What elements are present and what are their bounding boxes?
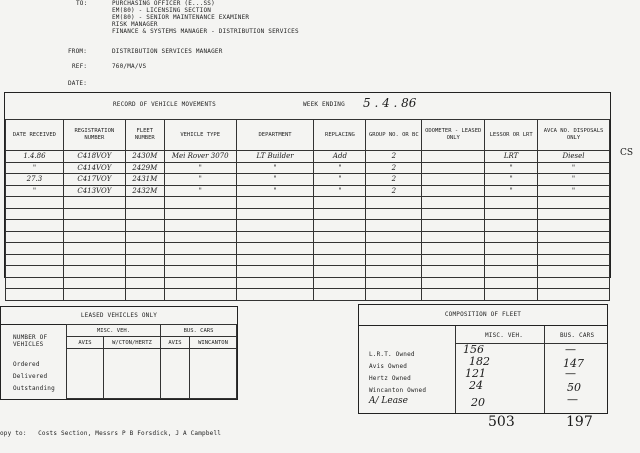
bus-value: 50 <box>567 381 581 394</box>
table-cell <box>422 277 485 289</box>
table-cell <box>63 266 125 278</box>
table-cell <box>538 277 610 289</box>
table-cell <box>366 254 422 266</box>
table-cell <box>63 231 125 243</box>
empty-rows <box>6 197 610 301</box>
table-row <box>6 220 610 232</box>
table-cell <box>366 208 422 220</box>
table-cell: LT Builder <box>236 151 314 163</box>
table-cell <box>164 231 236 243</box>
table-cell <box>422 243 485 255</box>
bus-cars-header: BUS. CARS <box>161 325 237 337</box>
ref-label: REF: <box>72 63 88 70</box>
table-cell <box>538 197 610 209</box>
table-cell <box>125 289 164 301</box>
col-department: DEPARTMENT <box>236 120 314 151</box>
table-cell: " <box>236 162 314 174</box>
table-cell <box>236 289 314 301</box>
to-label: TO: <box>76 0 88 7</box>
row-outstanding: Outstanding <box>13 385 55 392</box>
divider <box>544 326 545 413</box>
table-cell <box>6 289 64 301</box>
table-cell: 2432M <box>125 185 164 197</box>
misc-value: 156 <box>463 343 484 356</box>
table-cell <box>6 220 64 232</box>
table-cell <box>366 243 422 255</box>
recipient-line: RISK MANAGER <box>112 21 158 28</box>
table-cell <box>422 231 485 243</box>
divider <box>455 326 456 413</box>
table-cell <box>63 208 125 220</box>
table-cell <box>63 243 125 255</box>
table-cell <box>125 208 164 220</box>
leased-vehicles-box <box>0 306 238 400</box>
table-cell: " <box>485 185 538 197</box>
table-cell <box>485 231 538 243</box>
misc-veh-header: MISC. VEH. <box>67 325 161 337</box>
table-cell <box>236 208 314 220</box>
col-bus-cars: BUS. CARS <box>560 332 595 339</box>
table-cell: 2429M <box>125 162 164 174</box>
table-cell <box>366 231 422 243</box>
table-cell <box>314 208 366 220</box>
table-cell <box>164 243 236 255</box>
table-cell: C414VOY <box>63 162 125 174</box>
table-cell <box>422 174 485 186</box>
table-cell: " <box>314 185 366 197</box>
table-cell <box>538 266 610 278</box>
table-cell <box>236 197 314 209</box>
table-cell <box>164 208 236 220</box>
leased-grid <box>66 324 237 399</box>
table-cell: " <box>538 162 610 174</box>
table-cell <box>125 220 164 232</box>
table-row <box>6 185 610 197</box>
table-row <box>6 162 610 174</box>
table-cell <box>485 254 538 266</box>
vehicle-movements-table <box>4 92 611 278</box>
misc-value: 20 <box>471 396 485 409</box>
table-cell <box>314 220 366 232</box>
table-cell <box>422 220 485 232</box>
table-cell <box>538 254 610 266</box>
table-cell <box>314 231 366 243</box>
table-cell <box>63 289 125 301</box>
table-cell <box>422 151 485 163</box>
table-cell <box>63 197 125 209</box>
table-row <box>6 243 610 255</box>
table-cell: " <box>164 162 236 174</box>
table-cell <box>6 243 64 255</box>
table-cell: " <box>6 185 64 197</box>
table-cell <box>104 349 161 399</box>
sub-col-wincanton: WINCANTON <box>190 337 237 349</box>
table-cell: 2 <box>366 174 422 186</box>
table-cell: LRT <box>485 151 538 163</box>
table-cell <box>125 197 164 209</box>
col-lessor: LESSOR OR LRT <box>485 120 538 151</box>
table-cell <box>538 243 610 255</box>
table-cell <box>422 185 485 197</box>
sub-col-avis: AVIS <box>67 337 104 349</box>
table-cell: 27.3 <box>6 174 64 186</box>
recipient-line: PURCHASING OFFICER (E...SS) <box>112 0 215 7</box>
total-bus-cars: 197 <box>566 414 593 430</box>
table-row <box>6 289 610 301</box>
table-cell: C413VOY <box>63 185 125 197</box>
table-cell <box>538 208 610 220</box>
table-cell <box>366 289 422 301</box>
table-cell: " <box>164 185 236 197</box>
table-cell <box>6 197 64 209</box>
table-cell <box>314 277 366 289</box>
table-cell: " <box>485 174 538 186</box>
table-cell <box>538 289 610 301</box>
composition-title: COMPOSITION OF FLEET <box>359 305 607 326</box>
table-cell <box>6 254 64 266</box>
total-misc-veh: 503 <box>488 414 515 430</box>
table-cell <box>366 266 422 278</box>
bus-value: — <box>565 343 576 356</box>
table-row <box>6 174 610 186</box>
table-row <box>6 277 610 289</box>
table-cell: 2 <box>366 162 422 174</box>
table-cell: " <box>538 185 610 197</box>
col-misc-veh: MISC. VEH. <box>485 332 524 339</box>
table-cell: " <box>485 162 538 174</box>
table-cell <box>63 277 125 289</box>
table-row <box>6 197 610 209</box>
table-cell <box>190 349 237 399</box>
sub-col-wcton-hertz: W/CTON/HERTZ <box>104 337 161 349</box>
table-cell <box>366 197 422 209</box>
table-cell <box>485 289 538 301</box>
col-registration-number: REGISTRATION NUMBER <box>63 120 125 151</box>
table-cell <box>366 220 422 232</box>
table-row <box>6 208 610 220</box>
week-ending-label: WEEK ENDING <box>303 101 345 108</box>
table-cell <box>422 254 485 266</box>
table-cell <box>164 254 236 266</box>
table-cell: 2430M <box>125 151 164 163</box>
bus-value: — <box>567 393 578 406</box>
misc-value: 121 <box>465 367 486 380</box>
table-cell <box>314 266 366 278</box>
margin-note: CS <box>620 148 634 158</box>
ref-value: 760/MA/VS <box>112 63 147 70</box>
table-cell: C418VOY <box>63 151 125 163</box>
column-header-row <box>6 120 610 151</box>
bus-value: 147 <box>563 357 584 370</box>
table-row <box>6 231 610 243</box>
table-cell <box>236 266 314 278</box>
table-cell <box>63 220 125 232</box>
table-cell <box>164 220 236 232</box>
col-date-received: DATE RECEIVED <box>6 120 64 151</box>
table-cell: " <box>314 162 366 174</box>
table-cell: Add <box>314 151 366 163</box>
table-cell <box>6 208 64 220</box>
table-cell: C417VOY <box>63 174 125 186</box>
from-label: FROM: <box>68 48 88 55</box>
table-cell <box>125 254 164 266</box>
table-cell: " <box>236 174 314 186</box>
table-cell <box>236 277 314 289</box>
table-cell <box>314 289 366 301</box>
col-fleet-number: FLEET NUMBER <box>125 120 164 151</box>
table-cell <box>314 243 366 255</box>
table-cell <box>164 289 236 301</box>
table-cell <box>236 243 314 255</box>
table-cell: " <box>6 162 64 174</box>
table-row <box>6 266 610 278</box>
table-cell: Mei Rover 3070 <box>164 151 236 163</box>
bus-value: — <box>565 367 576 380</box>
number-of-vehicles-label: NUMBER OF VEHICLES <box>13 334 48 348</box>
recipient-line: EM(80) - LICENSING SECTION <box>112 7 212 14</box>
col-vehicle-type: VEHICLE TYPE <box>164 120 236 151</box>
table-cell <box>236 220 314 232</box>
table-cell <box>538 220 610 232</box>
table-cell <box>422 266 485 278</box>
table-cell <box>485 243 538 255</box>
table-cell: " <box>538 174 610 186</box>
row-label: Wincanton Owned <box>369 387 427 394</box>
from-value: DISTRIBUTION SERVICES MANAGER <box>112 48 223 55</box>
table-cell <box>314 254 366 266</box>
table-row <box>6 254 610 266</box>
table-cell <box>161 349 190 399</box>
composition-box <box>358 304 608 414</box>
record-title: RECORD OF VEHICLE MOVEMENTS <box>113 101 216 108</box>
table-cell <box>236 231 314 243</box>
table-cell: 2 <box>366 151 422 163</box>
table-cell <box>366 277 422 289</box>
col-odometer: ODOMETER - LEASED ONLY <box>422 120 485 151</box>
table-cell <box>422 289 485 301</box>
row-label: Avis Owned <box>369 363 408 370</box>
row-ordered: Ordered <box>13 361 40 368</box>
row-delivered: Delivered <box>13 373 48 380</box>
table-cell <box>6 266 64 278</box>
table-cell: " <box>164 174 236 186</box>
copy-to-line: opy to: Costs Section, Messrs P B Forsdick, J A Campbell <box>0 430 222 437</box>
table-cell <box>485 197 538 209</box>
table-cell <box>125 231 164 243</box>
table-cell <box>125 277 164 289</box>
table-cell <box>538 231 610 243</box>
col-replacing: REPLACING <box>314 120 366 151</box>
table-cell: Diesel <box>538 151 610 163</box>
table-cell <box>164 266 236 278</box>
table-cell <box>125 266 164 278</box>
table-row <box>6 151 610 163</box>
date-label: DATE: <box>68 80 88 87</box>
table-cell <box>314 197 366 209</box>
table-cell <box>485 266 538 278</box>
table-cell <box>63 254 125 266</box>
col-avca-no: AVCA NO. DISPOSALS ONLY <box>538 120 610 151</box>
table-cell <box>485 220 538 232</box>
table-cell <box>422 208 485 220</box>
table-cell <box>485 277 538 289</box>
table-cell <box>164 277 236 289</box>
week-ending-value: 5 . 4 . 86 <box>363 96 417 110</box>
table-cell: 1.4.86 <box>6 151 64 163</box>
table-cell <box>164 197 236 209</box>
table-cell <box>422 197 485 209</box>
row-label: L.R.T. Owned <box>369 351 415 358</box>
row-label: Hertz Owned <box>369 375 411 382</box>
table-cell: 2 <box>366 185 422 197</box>
table-cell <box>125 243 164 255</box>
to-recipients <box>112 0 299 35</box>
table-cell <box>6 277 64 289</box>
col-group-no: GROUP NO. OR BC <box>366 120 422 151</box>
table-cell: " <box>236 185 314 197</box>
table-cell <box>422 162 485 174</box>
table-cell: 2431M <box>125 174 164 186</box>
misc-value: 182 <box>469 355 490 368</box>
recipient-line: EM(80) - SENIOR MAINTENANCE EXAMINER <box>112 14 250 21</box>
table-cell <box>67 349 104 399</box>
row-label: A/ Lease <box>369 396 409 406</box>
movements-grid <box>5 119 610 301</box>
misc-value: 24 <box>469 379 483 392</box>
recipient-line: FINANCE & SYSTEMS MANAGER - DISTRIBUTION SERVICES <box>112 28 299 35</box>
table-cell <box>485 208 538 220</box>
leased-title: LEASED VEHICLES ONLY <box>1 307 237 325</box>
table-cell: " <box>314 174 366 186</box>
record-title-bar <box>5 93 610 120</box>
table-cell <box>6 231 64 243</box>
table-cell <box>236 254 314 266</box>
sub-col-avis-bus: AVIS <box>161 337 190 349</box>
